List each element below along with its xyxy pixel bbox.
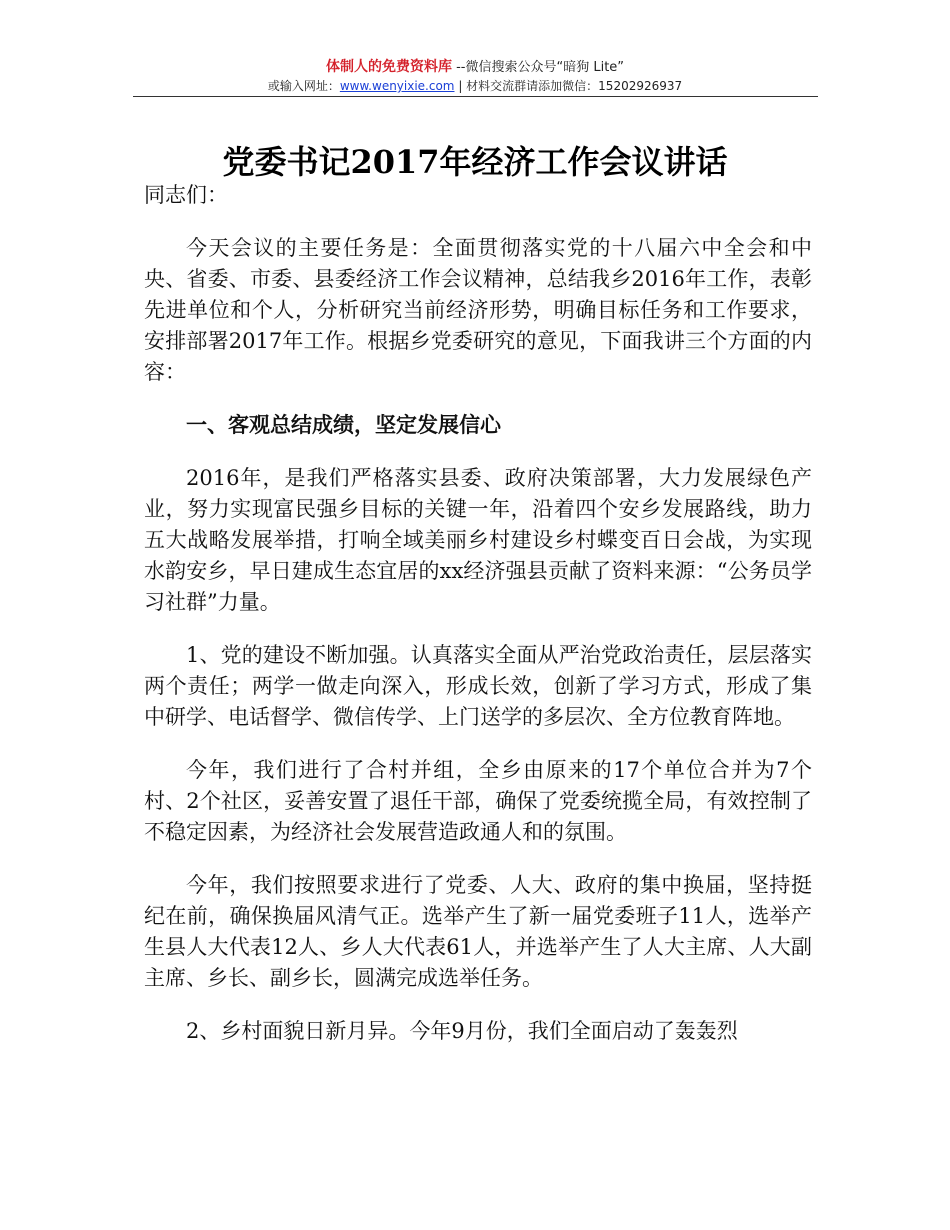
header-divider: [133, 96, 818, 97]
header-promo-line: [0, 59, 950, 76]
document-body: [144, 180, 812, 1069]
header-tagline: --微信搜索公众号“暗狗 Lite”: [451, 60, 625, 75]
paragraph-party-building: 1、党的建设不断加强。认真落实全面从严治党政治责任，层层落实两个责任；两学一做走向深入，形成长效，创新了学习方式，形成了集中研学、电话督学、微信传学、上门送学的多层次、全方位教育阵地。: [144, 643, 812, 729]
header-contact: | 材料交流群请添加微信：15202926937: [454, 79, 683, 93]
document-title: 党委书记2017年经济工作会议讲话: [222, 143, 728, 181]
header-contact-line: [0, 78, 950, 94]
header-website-link[interactable]: www.wenyixie.com: [339, 79, 455, 93]
section-heading: 一、客观总结成绩，坚定发展信心: [186, 413, 501, 437]
paragraph-election: 今年，我们按照要求进行了党委、人大、政府的集中换届，坚持挺纪在前，确保换届风清气正。选举产生了新一届党委班子11人，选举产生县人大代表12人、乡人大代表61人，并选举产生了人大主席、人大副主席、乡长、副乡长，圆满完成选举任务。: [144, 873, 812, 990]
paragraph-intro: 今天会议的主要任务是：全面贯彻落实党的十八届六中全会和中央、省委、市委、县委经济工作会议精神，总结我乡2016年工作，表彰先进单位和个人，分析研究当前经济形势，明确目标任务和工作要求，安排部署2017年工作。根据乡党委研究的意见，下面我讲三个方面的内容：: [144, 236, 812, 384]
paragraph-village-merger: 今年，我们进行了合村并组，全乡由原来的17个单位合并为7个村、2个社区，妥善安置了退任干部，确保了党委统揽全局，有效控制了不稳定因素，为经济社会发展营造政通人和的氛围。: [144, 758, 812, 844]
header-brand: 体制人的免费资料库: [325, 59, 452, 75]
header-url-prefix: 或输入网址：: [267, 79, 340, 93]
paragraph-2016-summary: 2016年，是我们严格落实县委、政府决策部署，大力发展绿色产业，努力实现富民强乡目标的关键一年，沿着四个安乡发展路线，助力五大战略发展举措，打响全域美丽乡村建设乡村蝶变百日会战，为实现水韵安乡，早日建成生态宜居的xx经济强县贡献了资料来源：“公务员学习社群”力量。: [144, 466, 812, 614]
salutation: 同志们：: [144, 183, 228, 207]
paragraph-village-appearance: 2、乡村面貌日新月异。今年9月份，我们全面启动了轰轰烈: [186, 1019, 738, 1043]
